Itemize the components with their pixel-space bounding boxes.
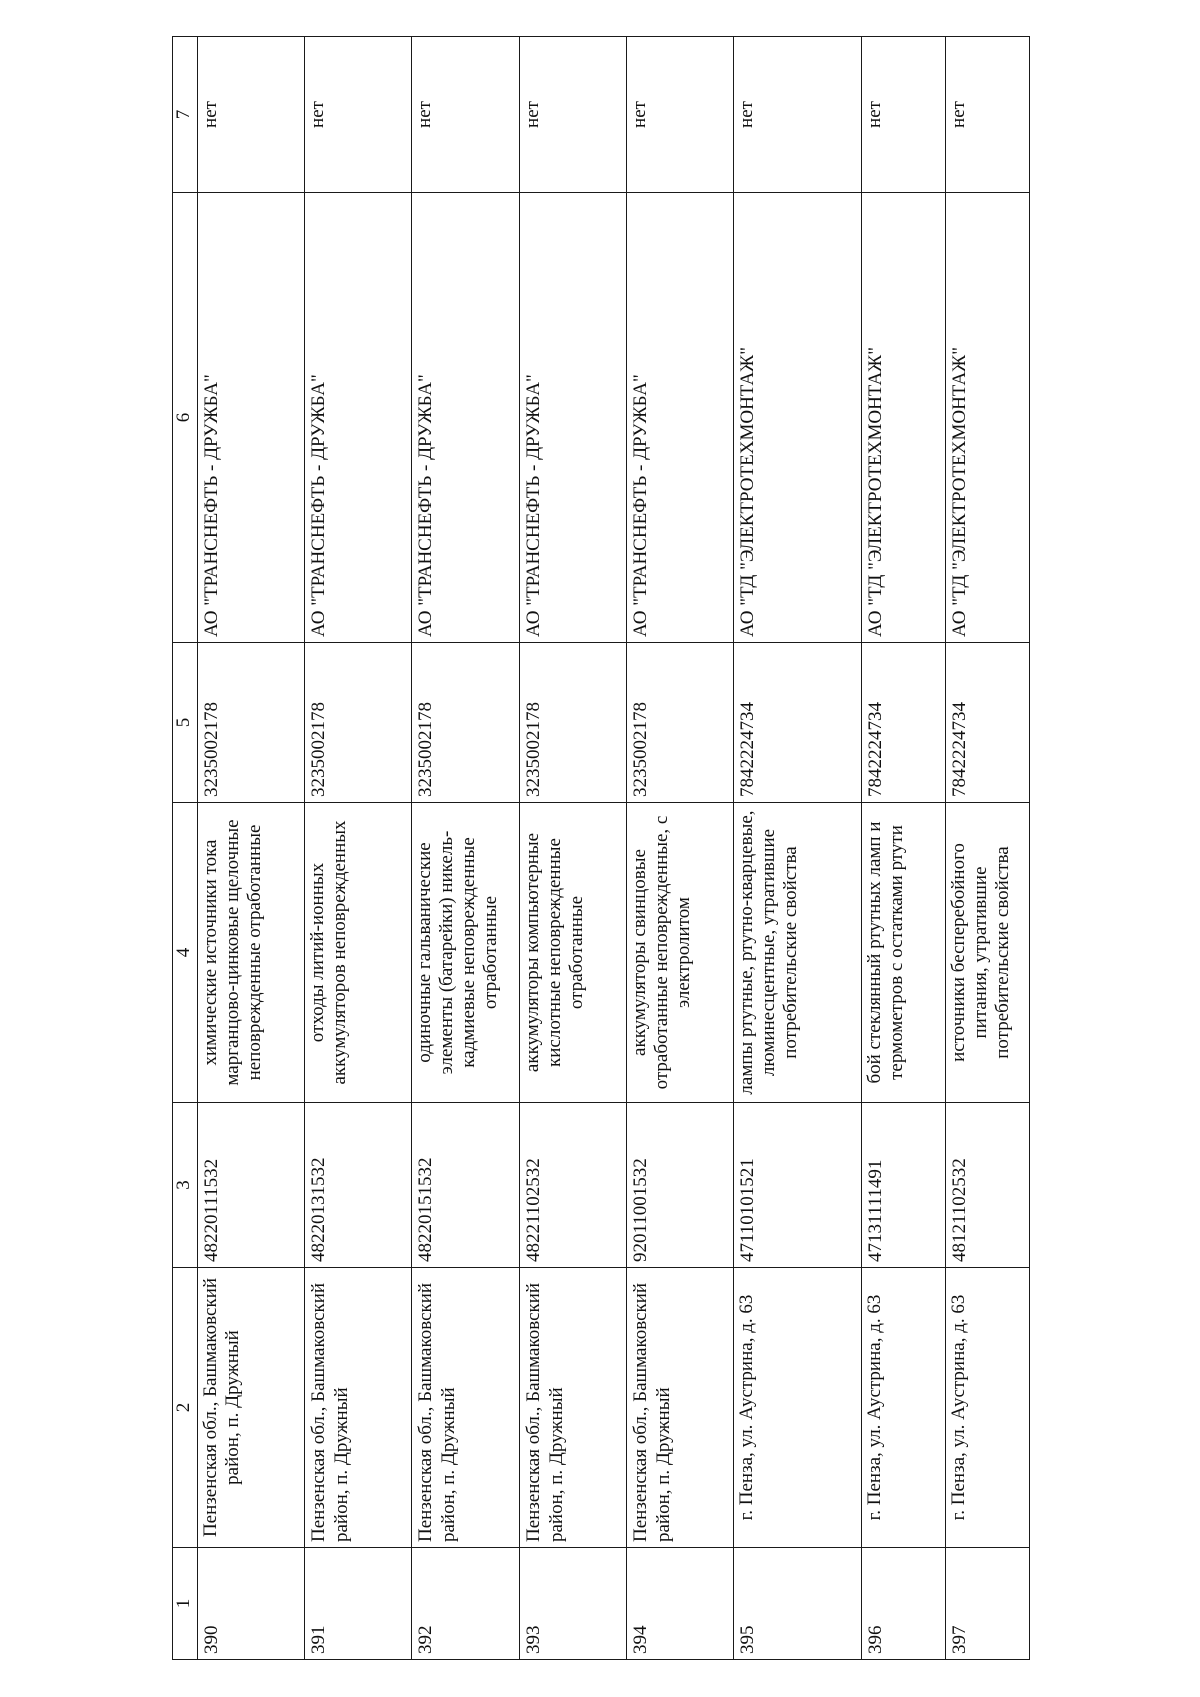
flag-cell: нет [862, 37, 946, 193]
flag-cell: нет [734, 37, 862, 193]
waste-name-cell: источники бесперебойного питания, утратившие потребительские свойства [946, 803, 1030, 1103]
header-cell: 1 [173, 1548, 198, 1660]
waste-code-cell: 47131111491 [862, 1103, 946, 1268]
waste-code-cell: 48121102532 [946, 1103, 1030, 1268]
table-row [412, 37, 519, 1660]
rotated-table-container [172, 37, 1030, 1660]
table-row [627, 37, 734, 1660]
organization-cell: АО "ТРАНСНЕФТЬ - ДРУЖБА" [519, 193, 626, 643]
waste-code-cell: 48221102532 [519, 1103, 626, 1268]
table-row [304, 37, 411, 1660]
waste-code-cell: 47110101521 [734, 1103, 862, 1268]
organization-cell: АО "ТРАНСНЕФТЬ - ДРУЖБА" [304, 193, 411, 643]
waste-name-cell: отходы литий-ионных аккумуляторов неповрежденных [304, 803, 411, 1103]
waste-code-cell: 48220111532 [197, 1103, 304, 1268]
waste-name-cell: химические источники тока марганцово-цинковые щелочные неповрежденные отработанные [197, 803, 304, 1103]
table-row [519, 37, 626, 1660]
row-number: 393 [519, 1548, 626, 1660]
inn-cell: 7842224734 [946, 643, 1030, 803]
address-cell: г. Пенза, ул. Аустрина, д. 63 [862, 1268, 946, 1548]
address-cell: г. Пенза, ул. Аустрина, д. 63 [946, 1268, 1030, 1548]
row-number: 397 [946, 1548, 1030, 1660]
address-cell: Пензенская обл., Башмаковский район, п. Дружный [627, 1268, 734, 1548]
address-cell: Пензенская обл., Башмаковский район, п. Дружный [304, 1268, 411, 1548]
header-cell: 4 [173, 803, 198, 1103]
header-cell: 3 [173, 1103, 198, 1268]
inn-cell: 3235002178 [197, 643, 304, 803]
row-number: 390 [197, 1548, 304, 1660]
header-cell: 5 [173, 643, 198, 803]
flag-cell: нет [946, 37, 1030, 193]
flag-cell: нет [304, 37, 411, 193]
table-row [734, 37, 862, 1660]
organization-cell: АО "ТРАНСНЕФТЬ - ДРУЖБА" [412, 193, 519, 643]
address-cell: Пензенская обл., Башмаковский район, п. Дружный [519, 1268, 626, 1548]
row-number: 395 [734, 1548, 862, 1660]
header-row [173, 37, 198, 1660]
flag-cell: нет [627, 37, 734, 193]
waste-register-table [172, 36, 1030, 1660]
organization-cell: АО "ТД "ЭЛЕКТРОТЕХМОНТАЖ" [946, 193, 1030, 643]
row-number: 394 [627, 1548, 734, 1660]
flag-cell: нет [412, 37, 519, 193]
inn-cell: 7842224734 [862, 643, 946, 803]
waste-name-cell: лампы ртутные, ртутно-кварцевые, люминесцентные, утратившие потребительские свойства [734, 803, 862, 1103]
table-row [197, 37, 304, 1660]
inn-cell: 3235002178 [519, 643, 626, 803]
table-row [946, 37, 1030, 1660]
inn-cell: 3235002178 [304, 643, 411, 803]
organization-cell: АО "ТД "ЭЛЕКТРОТЕХМОНТАЖ" [862, 193, 946, 643]
waste-name-cell: аккумуляторы свинцовые отработанные неповрежденные, с электролитом [627, 803, 734, 1103]
waste-name-cell: бой стеклянный ртутных ламп и термометров с остатками ртути [862, 803, 946, 1103]
header-cell: 2 [173, 1268, 198, 1548]
organization-cell: АО "ТРАНСНЕФТЬ - ДРУЖБА" [627, 193, 734, 643]
waste-name-cell: одиночные гальванические элементы (батарейки) никель-кадмиевые неповрежденные отработанные [412, 803, 519, 1103]
inn-cell: 7842224734 [734, 643, 862, 803]
flag-cell: нет [519, 37, 626, 193]
inn-cell: 3235002178 [627, 643, 734, 803]
address-cell: Пензенская обл., Башмаковский район, п. Дружный [412, 1268, 519, 1548]
waste-name-cell: аккумуляторы компьютерные кислотные неповрежденные отработанные [519, 803, 626, 1103]
row-number: 392 [412, 1548, 519, 1660]
table-row [862, 37, 946, 1660]
header-cell: 6 [173, 193, 198, 643]
waste-code-cell: 48220151532 [412, 1103, 519, 1268]
row-number: 391 [304, 1548, 411, 1660]
organization-cell: АО "ТД "ЭЛЕКТРОТЕХМОНТАЖ" [734, 193, 862, 643]
inn-cell: 3235002178 [412, 643, 519, 803]
header-cell: 7 [173, 37, 198, 193]
row-number: 396 [862, 1548, 946, 1660]
address-cell: г. Пенза, ул. Аустрина, д. 63 [734, 1268, 862, 1548]
waste-code-cell: 92011001532 [627, 1103, 734, 1268]
address-cell: Пензенская обл., Башмаковский район, п. Дружный [197, 1268, 304, 1548]
waste-code-cell: 48220131532 [304, 1103, 411, 1268]
organization-cell: АО "ТРАНСНЕФТЬ - ДРУЖБА" [197, 193, 304, 643]
flag-cell: нет [197, 37, 304, 193]
